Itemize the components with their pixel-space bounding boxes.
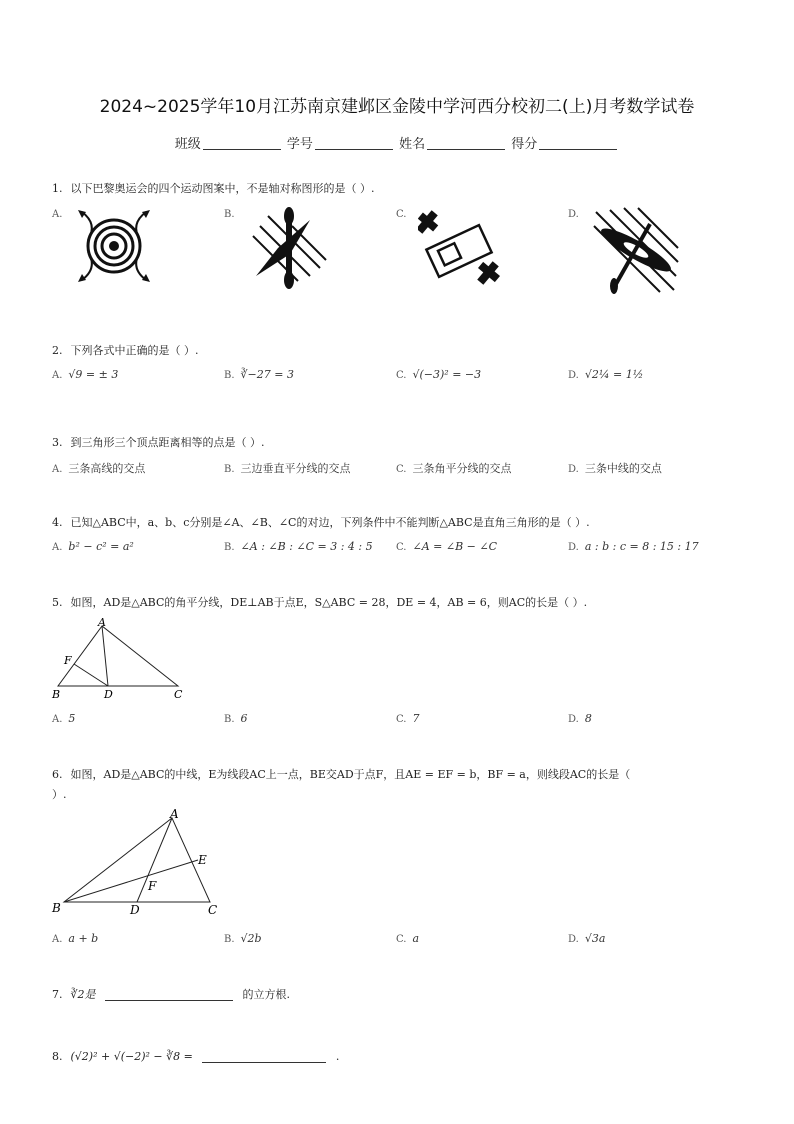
question-number: 2.: [52, 344, 63, 357]
class-blank[interactable]: [203, 137, 281, 150]
exam-title: 2024~2025学年10月江苏南京建邺区金陵中学河西分校初二(上)月考数学试卷: [99, 97, 695, 117]
triangle-figure-q6: [50, 808, 230, 920]
question-1: [52, 180, 375, 196]
option-6b[interactable]: B. √2b: [224, 932, 262, 945]
question-text: 到三角形三个顶点距离相等的点是（ ）.: [70, 436, 265, 449]
question-3: [52, 434, 265, 450]
option-6a[interactable]: A. a + b: [52, 932, 99, 945]
name-label: 姓名: [399, 137, 426, 152]
kayak-icon: [248, 206, 328, 290]
answer-blank-8[interactable]: [202, 1050, 326, 1063]
question-6-cont: ）.: [52, 788, 67, 801]
question-7: 7. ∛2是 的立方根.: [52, 988, 291, 1001]
option-3d[interactable]: D. 三条中线的交点: [568, 462, 662, 475]
option-2b[interactable]: B. ∛−27 = 3: [224, 368, 294, 381]
question-number: 8.: [52, 1050, 63, 1063]
question-number: 3.: [52, 436, 63, 449]
score-blank[interactable]: [539, 137, 617, 150]
question-5: [52, 594, 587, 610]
score-label: 得分: [511, 137, 538, 152]
option-1c[interactable]: C.: [396, 209, 407, 220]
option-5d[interactable]: D. 8: [568, 712, 592, 725]
question-number: 1.: [52, 182, 63, 195]
label-e: E: [198, 853, 207, 867]
label-f: F: [64, 654, 72, 667]
question-2: [52, 342, 199, 358]
canoe-slalom-icon: [590, 206, 680, 296]
label-c: C: [208, 903, 218, 917]
question-text: 以下巴黎奥运会的四个运动图案中，不是轴对称图形的是（ ）.: [70, 182, 375, 195]
question-8: 8. (√2)² + √(−2)² − ∛8 = .: [52, 1050, 340, 1063]
label-b: B: [52, 901, 61, 915]
question-number: 7.: [52, 988, 63, 1001]
question-text: 如图，AD是△ABC的中线，E为线段AC上一点，BE交AD于点F，且AE = EF = b，BF = a，则线段AC的长是（: [70, 768, 631, 781]
option-5a[interactable]: A. 5: [52, 712, 76, 725]
weightlifting-icon: [418, 206, 502, 290]
class-label: 班级: [174, 137, 201, 152]
name-blank[interactable]: [427, 137, 505, 150]
question-number: 6.: [52, 768, 63, 781]
label-f: F: [148, 879, 157, 893]
question-number: 4.: [52, 516, 63, 529]
option-3a[interactable]: A. 三条高线的交点: [52, 462, 146, 475]
archery-target-icon: [74, 206, 154, 286]
option-4b[interactable]: B. ∠A : ∠B : ∠C = 3 : 4 : 5: [224, 540, 373, 553]
option-1d[interactable]: D.: [568, 209, 579, 220]
id-blank[interactable]: [315, 137, 393, 150]
question-text: 如图，AD是△ABC的角平分线，DE⊥AB于点E，S△ABC = 28，DE = 4，AB = 6，则AC的长是（ ）.: [70, 596, 588, 609]
option-1a[interactable]: A.: [52, 209, 63, 220]
answer-blank-7[interactable]: [105, 988, 233, 1001]
triangle-figure-q5: [50, 616, 190, 702]
option-4d[interactable]: D. a : b : c = 8 : 15 : 17: [568, 540, 699, 553]
label-d: D: [130, 903, 140, 917]
question-text: 下列各式中正确的是（ ）.: [70, 344, 199, 357]
label-a: A: [98, 616, 106, 629]
question-6: [52, 766, 752, 782]
label-b: B: [52, 688, 61, 701]
option-2c[interactable]: C. √(−3)² = −3: [396, 368, 482, 381]
label-d: D: [104, 688, 113, 701]
id-label: 学号: [286, 137, 313, 152]
option-6c[interactable]: C. a: [396, 932, 420, 945]
option-4a[interactable]: A. b² − c² = a²: [52, 540, 134, 553]
question-text: 已知△ABC中，a、b、c分别是∠A、∠B、∠C的对边，下列条件中不能判断△ABC是直角三角形的是（ ）.: [70, 516, 590, 529]
option-3b[interactable]: B. 三边垂直平分线的交点: [224, 462, 351, 475]
question-number: 5.: [52, 596, 63, 609]
option-4c[interactable]: C. ∠A = ∠B − ∠C: [396, 540, 497, 553]
option-5b[interactable]: B. 6: [224, 712, 248, 725]
student-info-row: [0, 133, 794, 152]
option-2d[interactable]: D. √2¼ = 1½: [568, 368, 644, 381]
question-4: [52, 514, 590, 530]
option-1b[interactable]: B.: [224, 209, 235, 220]
option-5c[interactable]: C. 7: [396, 712, 420, 725]
option-6d[interactable]: D. √3a: [568, 932, 606, 945]
option-3c[interactable]: C. 三条角平分线的交点: [396, 462, 512, 475]
label-c: C: [174, 688, 183, 701]
label-a: A: [170, 808, 179, 821]
option-2a[interactable]: A. √9 = ± 3: [52, 368, 119, 381]
